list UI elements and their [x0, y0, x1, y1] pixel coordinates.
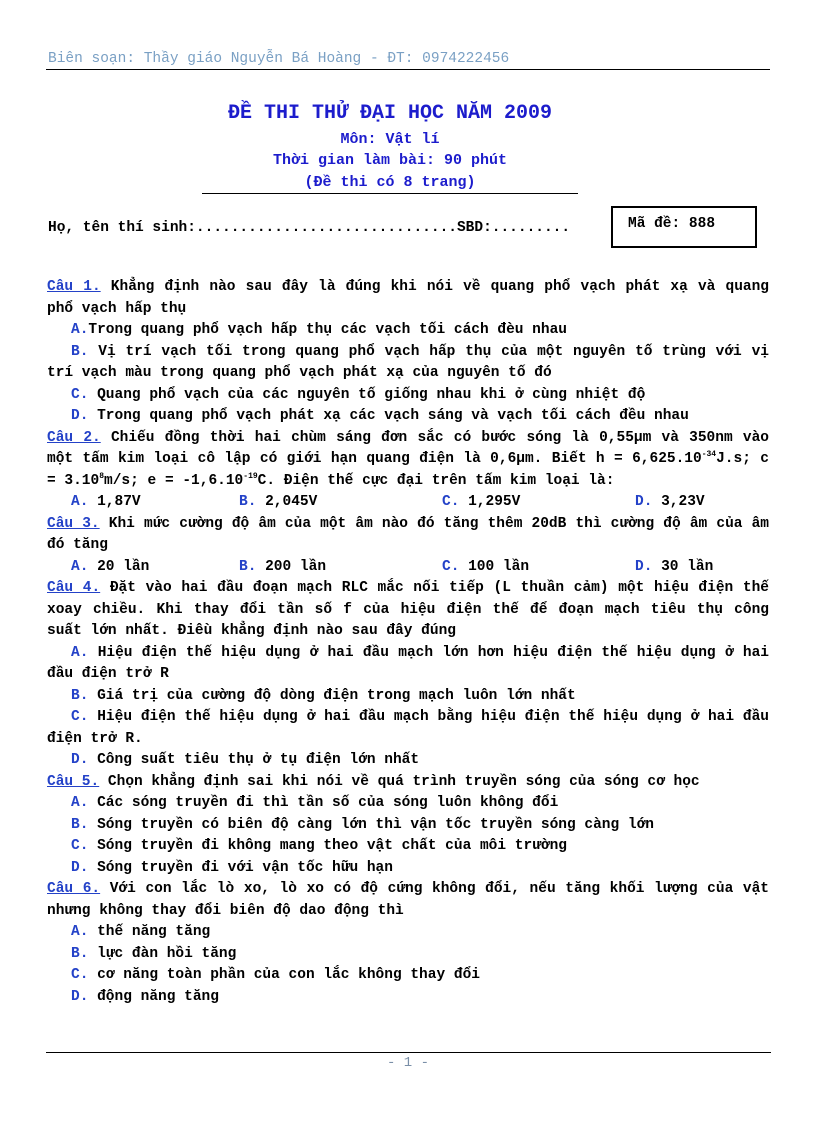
option-text: 100 lần — [459, 558, 530, 575]
option-d — [635, 492, 705, 514]
option-d — [47, 750, 769, 772]
option-letter: D. — [635, 558, 653, 575]
option-b — [47, 686, 769, 708]
option-a — [47, 320, 769, 342]
questions — [47, 277, 769, 1008]
page-number: - 1 - — [386, 1055, 429, 1071]
option-c — [47, 707, 769, 750]
option-text: 30 lần — [652, 558, 714, 575]
option-text: 1,87V — [88, 494, 141, 510]
title-divider — [202, 193, 578, 194]
option-text: 2,045V — [256, 494, 318, 510]
option-letter: D. — [71, 408, 89, 424]
exponent: -34 — [701, 450, 717, 460]
option-letter: B. — [239, 558, 257, 575]
question-text: Khẳng định nào sau đây là đúng khi nói về quang phổ vạch phát xạ và quang phổ vạch hấp thụ — [47, 279, 769, 317]
option-text: 3,23V — [652, 494, 705, 510]
option-text: động năng tăng — [88, 988, 219, 1005]
option-a — [71, 557, 239, 579]
option-letter: D. — [635, 494, 653, 510]
exam-pages-note: (Đề thi có 8 trang) — [304, 174, 476, 191]
question-text: Chiếu đồng thời hai chùm sáng đơn sắc có bước sóng là 0,55μm và 350nm vào một tấm kim loại cô lập có giới hạn quang điện là 0,6μm. Biết h = 6,625.10 — [47, 429, 769, 467]
option-c — [442, 492, 635, 514]
page-header: Biên soạn: Thầy giáo Nguyễn Bá Hoàng - ĐT: 0974222456 — [48, 51, 510, 67]
option-text: 200 lần — [256, 558, 327, 575]
option-text: Hiệu điện thế hiệu dụng ở hai đầu mạch lớn hơn hiệu điện thế hiệu dụng ở hai đầu điện trở R — [47, 644, 769, 682]
option-letter: B. — [71, 687, 89, 704]
option-a — [71, 492, 239, 514]
exam-duration: Thời gian làm bài: 90 phút — [272, 152, 508, 169]
exam-code: Mã đề: 888 — [628, 216, 716, 232]
question-3 — [47, 514, 769, 557]
option-letter: C. — [71, 709, 89, 725]
options-row — [47, 492, 769, 514]
option-text: Giá trị của cường độ dòng điện trong mạch luôn lớn nhất — [88, 687, 576, 704]
option-letter: D. — [71, 859, 89, 876]
question-text: Đặt vào hai đầu đoạn mạch RLC mắc nối tiếp (L thuần cảm) một hiệu điện thế xoay chiều. Khi thay đổi tần số f của hiệu điện thế để đoạn mạch tiêu thụ công suất lớn nhất. Điêù khẳng định nào sau đây đúng — [47, 580, 769, 639]
option-a — [47, 793, 769, 815]
option-letter: D. — [71, 988, 89, 1005]
option-d — [47, 406, 769, 428]
option-c — [442, 557, 635, 579]
question-text: J.s; c = 3.10 — [47, 451, 769, 489]
question-1 — [47, 277, 769, 320]
option-text: Các sóng truyền đi thì tần số của sóng luôn không đổi — [88, 795, 559, 811]
question-2 — [47, 428, 769, 493]
question-label: Câu 2. — [47, 429, 101, 446]
option-d — [47, 858, 769, 880]
option-text: Hiệu điện thế hiệu dụng ở hai đầu mạch bằng hiệu điện thế hiệu dụng ở hai đầu điện trở R. — [47, 709, 769, 747]
option-letter: D. — [71, 752, 89, 768]
option-text: lực đàn hồi tăng — [88, 945, 237, 962]
option-text: 1,295V — [459, 494, 521, 510]
option-letter: A. — [71, 558, 89, 575]
option-text: Quang phổ vạch của các nguyên tố giống nhau khi ở cùng nhiệt độ — [88, 386, 646, 403]
option-text: Vị trí vạch tối trong quang phổ vạch hấp thụ của một nguyên tố trùng với vị trí vạch màu trong quang phổ vạch phát xạ của nguyên tố đó — [47, 343, 769, 381]
option-b — [47, 342, 769, 385]
option-c — [47, 836, 769, 858]
question-label: Câu 6. — [47, 881, 101, 897]
option-b — [47, 815, 769, 837]
option-text: Công suất tiêu thụ ở tụ điện lớn nhất — [88, 752, 420, 768]
option-text: Trong quang phổ vạch phát xạ các vạch sáng và vạch tối cách đều nhau — [88, 408, 689, 424]
option-a — [47, 922, 769, 944]
option-text: Sóng truyền có biên độ càng lớn thì vận tốc truyền sóng càng lớn — [88, 816, 654, 833]
option-d — [635, 557, 713, 579]
question-5 — [47, 772, 769, 794]
option-c — [47, 385, 769, 407]
option-text: 20 lần — [88, 558, 150, 575]
option-letter: A. — [71, 644, 89, 661]
question-label: Câu 4. — [47, 580, 101, 596]
question-label: Câu 3. — [47, 515, 100, 532]
question-6 — [47, 879, 769, 922]
question-text: C. Điện thế cực đại trên tấm kim loại là: — [257, 472, 615, 489]
exponent: -19 — [243, 471, 258, 481]
option-c — [47, 965, 769, 987]
exam-title: ĐỀ THI THỬ ĐẠI HỌC NĂM 2009 — [227, 102, 553, 125]
question-text: m/s; e = -1,6.10 — [104, 472, 244, 489]
candidate-info-line: Họ, tên thí sinh:..............................SBD:......... — [48, 220, 571, 236]
option-b — [47, 944, 769, 966]
option-letter: A. — [71, 795, 89, 811]
exponent: 8 — [99, 471, 105, 481]
options-row — [47, 557, 769, 579]
exam-subject: Môn: Vật lí — [340, 131, 440, 148]
option-b — [239, 557, 442, 579]
question-text: Chọn khẳng định sai khi nói về quá trình truyền sóng của sóng cơ học — [99, 773, 700, 790]
question-text: Với con lắc lò xo, lò xo có độ cứng không đổi, nếu tăng khối lượng của vật nhưng không thay đổi biên độ dao động thì — [47, 881, 769, 919]
footer-divider — [46, 1052, 771, 1053]
option-letter: C. — [71, 386, 89, 403]
question-label: Câu 5. — [47, 773, 100, 790]
option-letter: B. — [71, 945, 89, 962]
option-letter: B. — [239, 494, 257, 510]
option-text: thế năng tăng — [88, 924, 211, 940]
option-letter: B. — [71, 343, 89, 360]
option-letter: A. — [71, 322, 89, 338]
option-letter: A. — [71, 924, 89, 940]
option-text: Trong quang phổ vạch hấp thụ các vạch tối cách đèu nhau — [88, 322, 567, 338]
question-label: Câu 1. — [47, 279, 101, 295]
header-divider — [46, 69, 770, 70]
option-letter: C. — [442, 494, 460, 510]
option-letter: B. — [71, 816, 89, 833]
option-letter: C. — [442, 558, 460, 575]
option-a — [47, 643, 769, 686]
option-text: Sóng truyền đi với vận tốc hữu hạn — [88, 859, 393, 876]
question-text: Khi mức cường độ âm của một âm nào đó tăng thêm 20dB thì cường độ âm của âm đó tăng — [47, 515, 769, 553]
option-b — [239, 492, 442, 514]
question-4 — [47, 578, 769, 643]
option-text: cơ năng toàn phần của con lắc không thay đổi — [88, 967, 480, 983]
option-d — [47, 987, 769, 1009]
option-letter: C. — [71, 838, 89, 854]
option-letter: A. — [71, 494, 89, 510]
option-letter: C. — [71, 967, 89, 983]
option-text: Sóng truyền đi không mang theo vật chất của môi trường — [88, 838, 567, 854]
